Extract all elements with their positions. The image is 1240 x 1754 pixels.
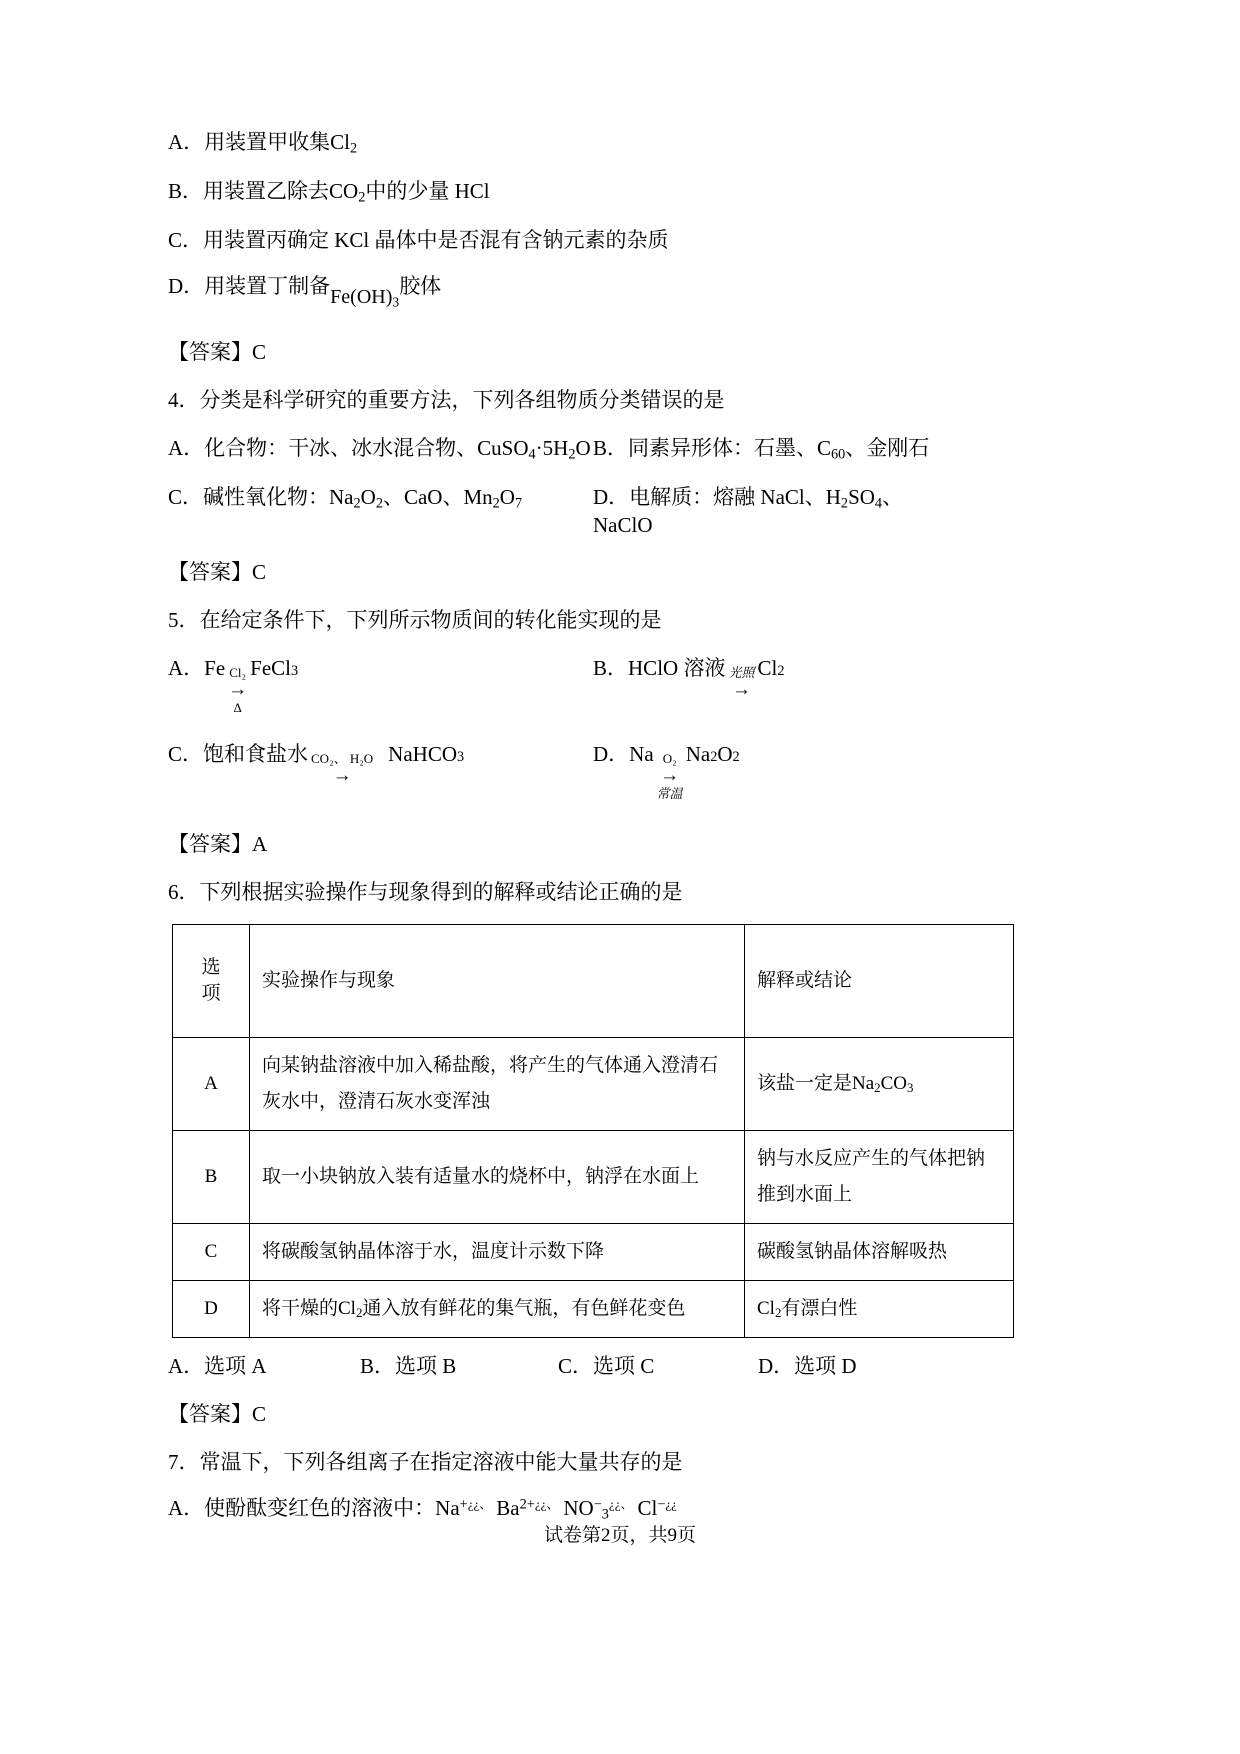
q5-d-product-sub-2: 2 — [732, 748, 740, 765]
q5-c-reactant: 饱和食盐水 — [203, 741, 309, 766]
q4-option-a-text-2: ·5H — [535, 435, 569, 460]
q4-option-a-text-3: O — [575, 435, 591, 460]
q5-a-arrow-group — [228, 666, 247, 714]
q5-b-arrow-group — [728, 666, 754, 701]
question-4-stem: 4．分类是科学研究的重要方法，下列各组物质分类错误的是 — [168, 387, 725, 412]
q5-option-d-reaction — [593, 738, 740, 801]
q4-option-c-text-4: O — [499, 485, 515, 510]
header-operation: 实验操作与现象 — [250, 924, 745, 1037]
q5-d-reactant: Na — [629, 741, 654, 766]
q5-option-d-label: D． — [593, 741, 630, 766]
q4-option-c-sub-4: 7 — [514, 495, 523, 512]
row-d-operation — [250, 1281, 745, 1338]
q3-option-d — [168, 272, 958, 310]
row-a-conclusion-sub2: 3 — [907, 1080, 914, 1096]
experiment-conclusion-table — [172, 924, 1014, 1339]
q4-option-d-sub-2: 4 — [874, 495, 883, 512]
question-5-stem: 5．在给定条件下，下列所示物质间的转化能实现的是 — [168, 607, 662, 632]
q5-option-b — [593, 652, 958, 699]
ion-na-charge: + — [459, 1497, 468, 1513]
q4-option-b-label: B． — [593, 435, 629, 460]
q4-option-b-text-1: 同素异形体：石墨、C — [628, 435, 832, 460]
header-option-char-1: 选 — [201, 957, 221, 979]
q3-option-c — [168, 226, 958, 254]
page-footer: 试卷第2页，共9页 — [543, 1525, 696, 1546]
ion-no3-tail: ¿¿、 — [608, 1496, 634, 1512]
header-option — [173, 924, 250, 1037]
q5-option-d — [593, 738, 958, 801]
q3-option-c-label: C． — [168, 227, 204, 252]
row-a-conclusion-mid: CO — [880, 1072, 908, 1094]
row-d-conclusion-mid: 有漂白性 — [781, 1298, 858, 1320]
row-d-operation-post: 通入放有鲜花的集气瓶，有色鲜花变色 — [362, 1298, 686, 1320]
q5-options-row-1 — [168, 652, 958, 715]
row-c-operation: 将碳酸氢钠晶体溶于水，温度计示数下降 — [250, 1224, 745, 1281]
answer-6: 【答案】C — [168, 1402, 267, 1427]
q5-b-condition-above: 光照 — [728, 664, 755, 680]
answer-5: 【答案】A — [168, 831, 268, 856]
ion-cl-charge: − — [657, 1497, 666, 1513]
q5-c-arrow-group — [311, 752, 373, 787]
q4-option-c-text-1: 碱性氧化物：Na — [203, 485, 354, 510]
row-a-conclusion — [745, 1037, 1014, 1130]
row-d-operation-pre: 将干燥的Cl — [262, 1298, 356, 1320]
q4-option-d-sub-1: 2 — [840, 495, 849, 512]
q3-formula-fe: Fe — [330, 286, 351, 308]
q6-choice-c: C．选项 C — [558, 1354, 655, 1379]
q5-d-product-1: Na — [685, 741, 711, 766]
q3-option-c-text: 用装置丙确定 KCl 晶体中是否混有含钠元素的杂质 — [203, 227, 669, 252]
row-a-conclusion-pre: 该盐一定是Na — [757, 1072, 875, 1094]
q5-option-a-reaction — [168, 652, 299, 715]
q3-formula-sub: 3 — [392, 294, 400, 310]
q4-option-b-text-2: 、金刚石 — [845, 435, 930, 460]
q5-a-product: FeCl — [250, 655, 292, 680]
q7-option-a-text: 使酚酞变红色的溶液中： — [204, 1496, 436, 1521]
row-b-operation: 取一小块钠放入装有适量水的烧杯中，钠浮在水面上 — [250, 1131, 745, 1224]
row-option-c: C — [173, 1224, 250, 1281]
q5-c-product: NaHCO — [388, 741, 457, 766]
q5-a-reactant: Fe — [204, 655, 226, 680]
q3-formula-oh: (OH) — [350, 286, 393, 308]
ion-no3 — [563, 1496, 634, 1523]
q5-d-product-sub-1: 2 — [710, 748, 718, 765]
row-d-conclusion — [745, 1281, 1014, 1338]
answer-3: 【答案】C — [168, 339, 267, 364]
q3-option-d-text-2: 胶体 — [399, 274, 442, 298]
ion-cl — [638, 1496, 677, 1520]
q5-a-condition-above: Cl₂ — [229, 664, 247, 680]
row-d-operation-sub: 2 — [355, 1305, 363, 1321]
q5-option-a — [168, 652, 593, 715]
q4-options-row-1 — [168, 432, 958, 464]
table-row — [173, 1281, 1014, 1338]
q5-b-reactant: HClO 溶液 — [628, 655, 726, 680]
ion-no3-charge: − — [593, 1497, 602, 1513]
q5-d-condition-above: O₂ — [662, 750, 677, 766]
answer-4: 【答案】C — [168, 559, 267, 584]
q5-c-condition-above: CO₂、 H₂O — [311, 750, 374, 766]
q5-option-c-label: C． — [168, 741, 204, 766]
ion-no3-sub: 3 — [601, 1506, 609, 1523]
q3-option-d-formula — [330, 284, 399, 312]
q3-option-b-label: B． — [168, 178, 204, 203]
ion-ba-tail: ¿¿、 — [534, 1496, 560, 1512]
ion-ba-base: Ba — [496, 1496, 520, 1521]
row-option-d: D — [173, 1281, 250, 1338]
ion-cl-tail: ¿¿ — [665, 1496, 677, 1512]
q3-option-a-label: A． — [168, 130, 205, 154]
table-header-row — [173, 924, 1014, 1037]
q4-option-c-label: C． — [168, 485, 204, 510]
q5-b-product-sub: 2 — [777, 662, 785, 679]
q5-d-arrow-group — [657, 752, 683, 800]
q3-option-d-text-1: 用装置丁制备 — [204, 274, 331, 298]
q4-option-d-text-1: 电解质：熔融 NaCl、H — [629, 485, 841, 510]
q3-option-b-sub: 2 — [358, 189, 366, 206]
row-a-conclusion-sub1: 2 — [874, 1080, 881, 1096]
q3-option-a — [168, 128, 958, 159]
row-d-conclusion-sub1: 2 — [774, 1305, 782, 1321]
q3-option-a-sub: 2 — [350, 140, 358, 157]
q5-d-product-2: O — [717, 741, 733, 766]
q5-option-b-reaction — [593, 652, 784, 699]
question-7-stem: 7．常温下，下列各组离子在指定溶液中能大量共存的是 — [168, 1450, 683, 1475]
table-row — [173, 1131, 1014, 1224]
q4-option-d-text-2: SO — [848, 485, 875, 510]
q4-option-c-sub-1: 2 — [353, 495, 361, 512]
page-content — [168, 128, 986, 1543]
ion-no3-base: NO — [563, 1496, 594, 1521]
q5-option-a-label: A． — [168, 655, 205, 680]
q6-choices — [168, 1350, 958, 1380]
row-b-conclusion: 钠与水反应产生的气体把钠推到水面上 — [745, 1131, 1014, 1224]
q4-option-d-label: D． — [593, 485, 630, 510]
header-conclusion: 解释或结论 — [745, 924, 1014, 1037]
q4-option-a-text-1: 化合物：干冰、冰水混合物、CuSO — [204, 435, 529, 460]
q4-option-b-sub-1: 60 — [831, 446, 846, 463]
q3-option-b-text-2: 中的少量 HCl — [365, 178, 490, 203]
q3-option-b-text-1: 用装置乙除去CO — [203, 178, 359, 203]
q3-option-a-text: 用装置甲收集Cl — [204, 130, 351, 154]
table-row — [173, 1037, 1014, 1130]
ion-ba — [496, 1496, 559, 1520]
q5-b-product: Cl — [757, 655, 778, 680]
q5-a-condition-below: Δ — [233, 699, 242, 715]
q4-option-a-sub-2: 2 — [568, 446, 576, 463]
q4-option-b — [593, 432, 958, 464]
q4-option-d — [593, 481, 958, 538]
q5-option-c-reaction — [168, 738, 464, 785]
ion-na-base: Na — [435, 1496, 460, 1521]
ion-ba-charge: 2+ — [519, 1497, 535, 1513]
q5-c-arrow-icon: → — [332, 764, 352, 786]
question-6-stem: 6．下列根据实验操作与现象得到的解释或结论正确的是 — [168, 879, 683, 904]
q4-option-c-sub-2: 2 — [375, 495, 383, 512]
ion-cl-base: Cl — [637, 1496, 658, 1521]
q5-option-c — [168, 738, 593, 785]
q4-option-c-text-3: 、CaO、Mn — [382, 485, 493, 510]
q4-option-c-sub-3: 2 — [492, 495, 500, 512]
table-row — [173, 1224, 1014, 1281]
q5-option-b-label: B． — [593, 655, 629, 680]
q4-option-a — [168, 432, 593, 464]
q5-c-product-sub: 3 — [457, 748, 465, 765]
q5-d-condition-below: 常温 — [656, 785, 683, 801]
q5-options-row-2 — [168, 738, 958, 801]
q6-choice-a: A．选项 A — [168, 1354, 267, 1379]
q4-option-c-text-2: O — [360, 485, 376, 510]
q4-option-a-sub-1: 4 — [528, 446, 536, 463]
row-a-operation: 向某钠盐溶液中加入稀盐酸，将产生的气体通入澄清石灰水中，澄清石灰水变浑浊 — [250, 1037, 745, 1130]
ion-na — [435, 1496, 492, 1520]
q4-option-a-label: A． — [168, 435, 205, 460]
q4-options-row-2 — [168, 481, 958, 538]
ion-na-tail: ¿¿、 — [467, 1496, 493, 1512]
q7-option-a-label: A． — [168, 1496, 205, 1521]
q3-option-b — [168, 177, 958, 208]
row-option-b: B — [173, 1131, 250, 1224]
q6-choice-d: D．选项 D — [758, 1354, 857, 1379]
q4-option-c — [168, 481, 593, 513]
q5-b-arrow-icon: → — [731, 678, 751, 700]
q6-choice-b: B．选项 B — [360, 1354, 457, 1379]
row-option-a: A — [173, 1037, 250, 1130]
q5-a-product-sub: 3 — [291, 662, 299, 679]
row-d-conclusion-pre: Cl — [757, 1298, 775, 1320]
q5-d-arrow-icon: → — [660, 764, 680, 786]
q3-option-d-label: D． — [168, 274, 205, 298]
q4-option-d-text-3: 、NaClO — [593, 485, 904, 537]
row-c-conclusion: 碳酸氢钠晶体溶解吸热 — [745, 1224, 1014, 1281]
q5-a-arrow-icon: → — [228, 678, 248, 700]
header-option-char-2: 项 — [201, 982, 221, 1004]
